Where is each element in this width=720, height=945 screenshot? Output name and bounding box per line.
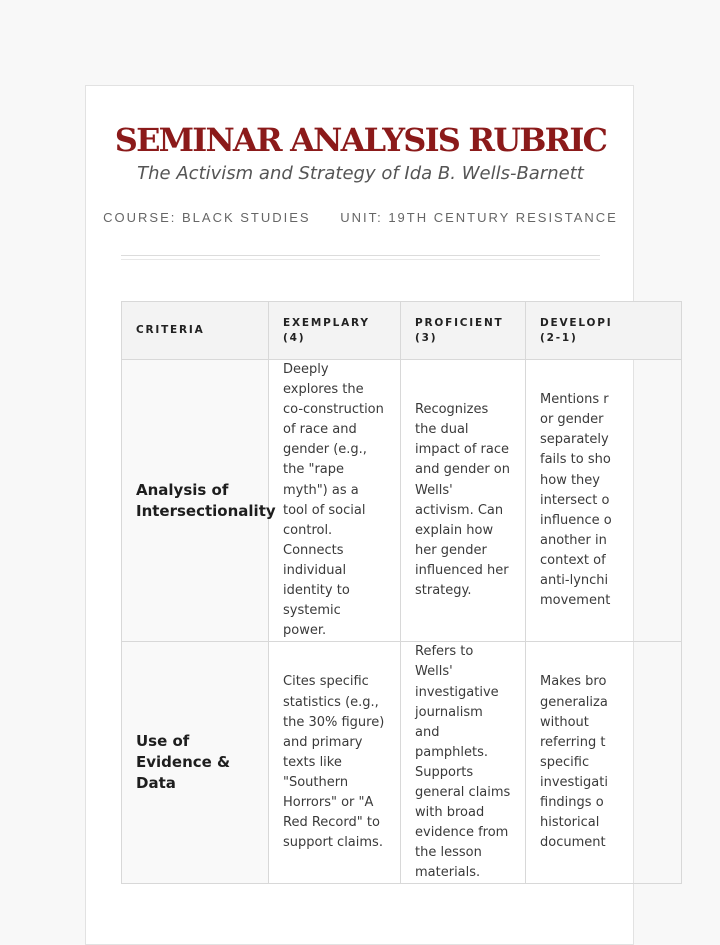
- rubric-table-container[interactable]: [121, 301, 613, 881]
- table-header-row: [122, 302, 682, 360]
- column-header-exemplary: EXEMPLARY (4): [269, 302, 401, 360]
- column-header-developing-line2: (2-1): [540, 331, 578, 344]
- developing-line: separately: [540, 432, 609, 448]
- developing-line: referring t: [540, 734, 606, 750]
- developing-line: without: [540, 714, 589, 730]
- developing-line: another in: [540, 532, 607, 548]
- developing-line: fails to sho: [540, 452, 611, 468]
- page-title: SEMINAR ANALYSIS RUBRIC: [114, 121, 607, 159]
- proficient-cell: Recognizes the dual impact of race and gender on Wells' activism. Can explain how her gender influenced her strategy.: [401, 360, 526, 642]
- criterion-cell: Analysis of Intersectionality: [122, 360, 269, 642]
- developing-line: movement: [540, 593, 611, 609]
- criterion-cell: Use of Evidence & Data: [122, 642, 269, 884]
- developing-cell: [526, 642, 682, 884]
- developing-line: intersect o: [540, 492, 610, 508]
- developing-line: generaliza: [540, 694, 608, 710]
- developing-line: anti-lynchi: [540, 572, 609, 588]
- unit-label: UNIT: 19TH CENTURY RESISTANCE: [340, 210, 618, 225]
- developing-line: influence o: [540, 512, 612, 528]
- table-row: [122, 642, 682, 884]
- developing-line: or gender: [540, 412, 604, 428]
- column-header-developing-line1: DEVELOPI: [540, 316, 613, 329]
- rubric-page: [85, 85, 634, 945]
- exemplary-cell: Deeply explores the co-construction of race and gender (e.g., the "rape myth") as a tool of social control. Connects individual identity to systemic power.: [269, 360, 401, 642]
- course-meta: [86, 209, 635, 227]
- developing-line: historical: [540, 815, 600, 831]
- developing-line: context of: [540, 552, 606, 568]
- developing-line: Makes bro: [540, 674, 607, 690]
- header-divider: [121, 255, 600, 260]
- developing-line: investigati: [540, 774, 608, 790]
- column-header-developing: [526, 302, 682, 360]
- developing-line: specific: [540, 754, 590, 770]
- proficient-cell: Refers to Wells' investigative journalism and pamphlets. Supports general claims with broad evidence from the lesson materials.: [401, 642, 526, 884]
- page-subtitle: The Activism and Strategy of Ida B. Wells-Barnett: [137, 163, 584, 184]
- developing-line: document: [540, 835, 606, 851]
- exemplary-cell: Cites specific statistics (e.g., the 30% figure) and primary texts like "Southern Horrors" or "A Red Record" to support claims.: [269, 642, 401, 884]
- column-header-criteria: CRITERIA: [122, 302, 269, 360]
- rubric-table: [121, 301, 682, 884]
- developing-line: findings o: [540, 795, 604, 811]
- column-header-proficient: PROFICIENT (3): [401, 302, 526, 360]
- developing-cell: [526, 360, 682, 642]
- course-label: COURSE: BLACK STUDIES: [103, 210, 311, 225]
- developing-line: Mentions r: [540, 392, 609, 408]
- table-row: [122, 360, 682, 642]
- developing-line: how they: [540, 472, 600, 488]
